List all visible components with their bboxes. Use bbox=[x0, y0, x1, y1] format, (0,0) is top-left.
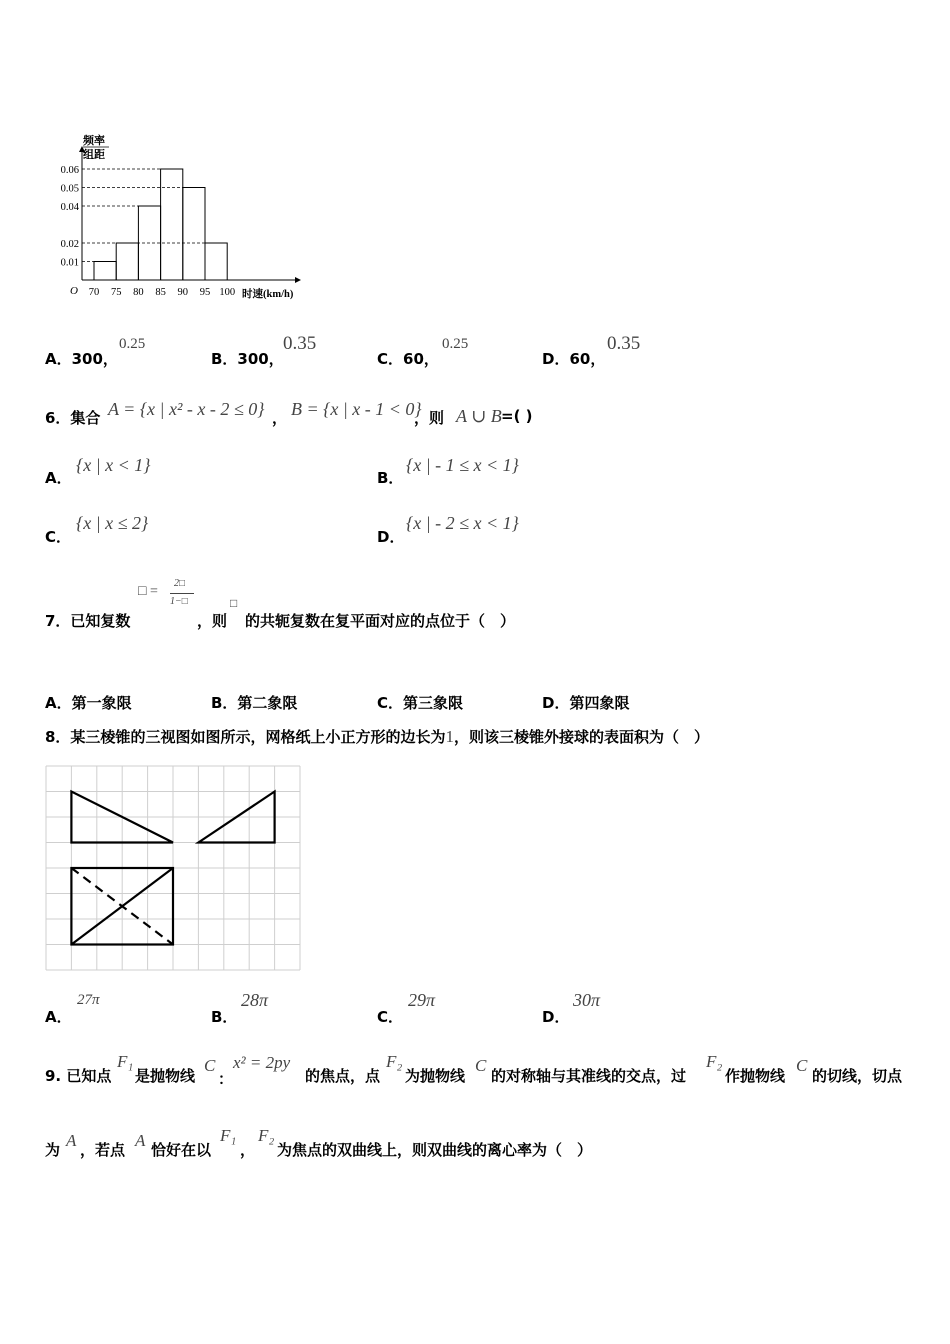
q9-text-3: 的焦点，点 bbox=[305, 1067, 381, 1085]
q7-formula-numerator: 2□ bbox=[174, 578, 186, 589]
x-axis-arrow bbox=[295, 277, 301, 283]
histogram-bar bbox=[116, 243, 138, 280]
q6-option-b[interactable]: B． bbox=[377, 469, 404, 487]
q9-f1-2: F₁ bbox=[220, 1126, 237, 1145]
q9-text-4: 为抛物线 bbox=[405, 1067, 466, 1085]
q9-f2-1: F₂ bbox=[386, 1052, 403, 1071]
q7-formula-lhs: □ = bbox=[138, 584, 158, 599]
histogram-bar bbox=[205, 243, 227, 280]
q6-then: ，则 bbox=[414, 409, 445, 427]
q9-line2-text-2: ，若点 bbox=[80, 1141, 126, 1159]
q6-union: A ∪ B bbox=[456, 406, 502, 426]
q9-text-2: 是抛物线 bbox=[135, 1067, 196, 1085]
x-tick-label: 70 bbox=[88, 287, 100, 298]
q8-option-a-value: 27π bbox=[77, 992, 100, 1008]
q5-option-a-value: 0.25 bbox=[119, 336, 146, 352]
q8-option-b-value: 28π bbox=[241, 990, 269, 1010]
q6-prefix: 6．集合 bbox=[45, 409, 101, 427]
q6-set-a: A = {x | x² - x - 2 ≤ 0} bbox=[108, 399, 265, 419]
q9-text-7: 的切线，切点 bbox=[812, 1067, 903, 1085]
q7-suffix: 的共轭复数在复平面对应的点位于（ ） bbox=[245, 612, 516, 630]
q8-option-c[interactable]: C． bbox=[377, 1008, 404, 1026]
q7-option-a[interactable]: A．第一象限 bbox=[45, 694, 132, 712]
q9-line2-text-4: 为焦点的双曲线上，则双曲线的离心率为（ ） bbox=[277, 1141, 593, 1159]
q6-option-a-value: {x | x < 1} bbox=[76, 455, 151, 475]
q9-text-5: 的对称轴与其准线的交点，过 bbox=[491, 1067, 687, 1085]
x-tick-label: 95 bbox=[199, 287, 211, 298]
q6-option-d[interactable]: D． bbox=[377, 528, 405, 546]
q6-option-a[interactable]: A． bbox=[45, 469, 72, 487]
q6-option-c-value: {x | x ≤ 2} bbox=[76, 513, 149, 533]
q5-option-c-value: 0.25 bbox=[442, 336, 469, 352]
x-tick-label: 80 bbox=[133, 287, 144, 298]
y-tick-label: 0.02 bbox=[60, 239, 79, 250]
q9-line2-text-1: 为 bbox=[45, 1141, 61, 1159]
q9-f2-3: F₂ bbox=[258, 1126, 275, 1145]
q6-option-c[interactable]: C． bbox=[45, 528, 72, 546]
q9-c-2: C bbox=[475, 1056, 487, 1075]
histogram-bar bbox=[94, 262, 116, 281]
x-tick-label: 75 bbox=[110, 287, 122, 298]
histogram-bar bbox=[183, 188, 205, 281]
q7-variable: □ bbox=[230, 596, 238, 610]
y-axis-title-bottom: 组距 bbox=[83, 149, 105, 161]
q8-option-d-value: 30π bbox=[573, 990, 601, 1010]
q5-option-d[interactable]: D．60， bbox=[542, 350, 606, 368]
q9-point-a-1: A bbox=[66, 1131, 77, 1150]
q8-option-c-value: 29π bbox=[408, 990, 436, 1010]
frequency-histogram bbox=[45, 128, 315, 308]
q8-stem: 8．某三棱锥的三视图如图所示，网格纸上小正方形的边长为1，则该三棱锥外接球的表面积为（ ） bbox=[45, 727, 709, 746]
q9-comma: ， bbox=[240, 1141, 256, 1159]
q8-option-d[interactable]: D． bbox=[542, 1008, 570, 1026]
q7-fraction-bar bbox=[170, 593, 194, 594]
q7-option-d[interactable]: D．第四象限 bbox=[542, 694, 630, 712]
y-tick-label: 0.06 bbox=[60, 165, 79, 176]
q6-option-d-value: {x | - 2 ≤ x < 1} bbox=[406, 513, 519, 533]
q9-text-6: 作抛物线 bbox=[725, 1067, 786, 1085]
q6-option-b-value: {x | - 1 ≤ x < 1} bbox=[406, 455, 519, 475]
q9-point-a-2: A bbox=[135, 1131, 146, 1150]
q6-suffix: =( ) bbox=[501, 407, 533, 425]
x-axis-title: 时速(km/h) bbox=[242, 289, 294, 300]
q9-f2-2: F₂ bbox=[706, 1052, 723, 1071]
q7-formula-denominator: 1−□ bbox=[170, 596, 188, 607]
q5-option-d-value: 0.35 bbox=[607, 333, 641, 354]
q5-option-b[interactable]: B．300， bbox=[211, 350, 284, 368]
q5-option-b-value: 0.35 bbox=[283, 333, 317, 354]
q9-parabola-equation: x² = 2py bbox=[233, 1053, 291, 1072]
y-tick-label: 0.05 bbox=[60, 183, 79, 195]
q6-set-b: B = {x | x - 1 < 0} bbox=[291, 399, 422, 419]
x-tick-label: 85 bbox=[155, 287, 166, 298]
q8-grid-size: 1 bbox=[445, 727, 454, 746]
q5-option-a[interactable]: A．300， bbox=[45, 350, 118, 368]
q7-then: ，则 bbox=[197, 612, 228, 630]
q9-f1: F₁ bbox=[117, 1052, 134, 1071]
q7-prefix: 7．已知复数 bbox=[45, 612, 131, 630]
q5-option-c[interactable]: C．60， bbox=[377, 350, 439, 368]
y-tick-label: 0.04 bbox=[60, 202, 79, 213]
three-view-grid-figure bbox=[45, 765, 303, 973]
q8-option-b[interactable]: B． bbox=[211, 1008, 238, 1026]
q9-text-1: 9. 已知点 bbox=[45, 1067, 112, 1085]
origin-label: O bbox=[70, 285, 78, 297]
q9-c-3: C bbox=[796, 1056, 808, 1075]
y-tick-label: 0.01 bbox=[60, 257, 79, 269]
q7-option-b[interactable]: B．第二象限 bbox=[211, 694, 298, 712]
q7-option-c[interactable]: C．第三象限 bbox=[377, 694, 464, 712]
q7-formula bbox=[138, 578, 200, 612]
q9-colon: ： bbox=[218, 1070, 234, 1088]
histogram-bar bbox=[161, 169, 183, 280]
q9-c-1: C bbox=[204, 1056, 216, 1075]
q8-option-a[interactable]: A． bbox=[45, 1008, 72, 1026]
q6-comma: ， bbox=[272, 409, 288, 427]
x-tick-label: 100 bbox=[219, 287, 236, 298]
q9-line2-text-3: 恰好在以 bbox=[151, 1141, 212, 1159]
x-tick-label: 90 bbox=[177, 287, 189, 298]
y-axis-title-top: 频率 bbox=[83, 135, 105, 147]
